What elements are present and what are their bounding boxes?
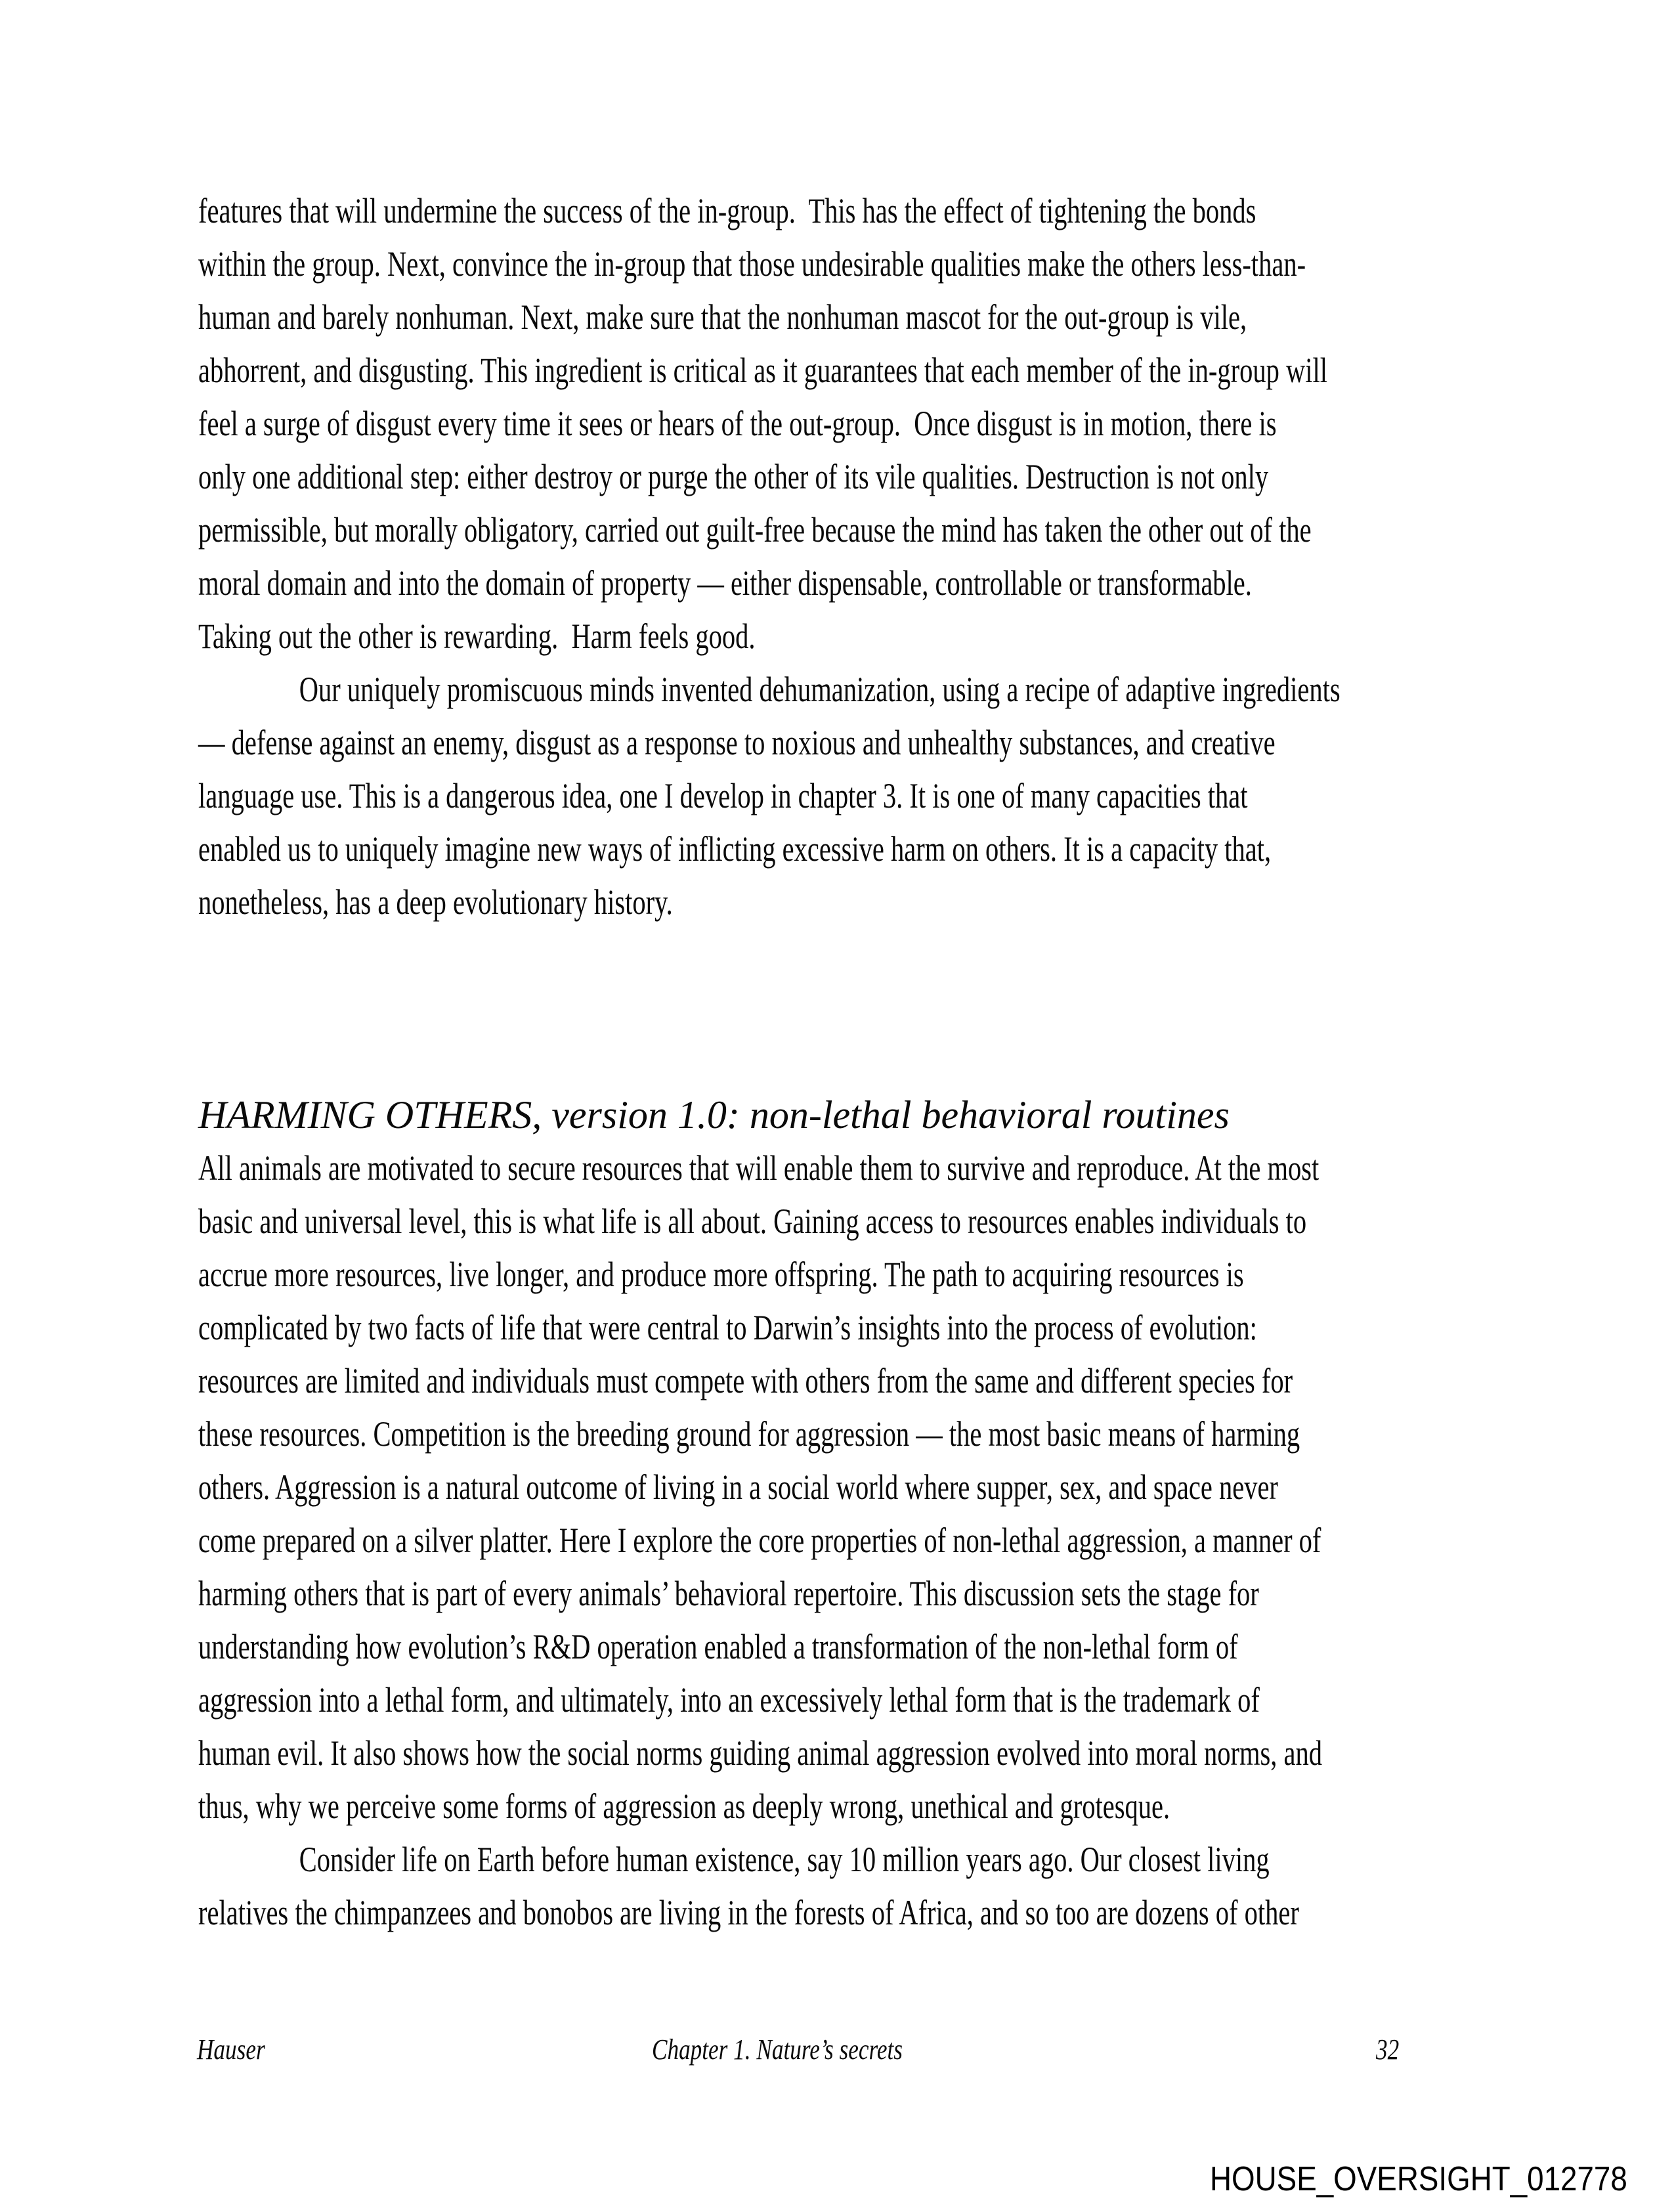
- footer-chapter-title: Chapter 1. Nature’s secrets: [652, 2033, 903, 2066]
- body-paragraph: [198, 184, 1341, 663]
- text-line: — defense against an enemy, disgust as a response to noxious and unhealthy substances, and creative: [198, 723, 1276, 762]
- body-paragraph: [198, 663, 1341, 929]
- footer-author: Hauser: [197, 2033, 265, 2066]
- text-line: understanding how evolution’s R&D operation enabled a transformation of the non-lethal form of: [198, 1627, 1238, 1666]
- text-line: accrue more resources, live longer, and produce more offspring. The path to acquiring resources is: [198, 1255, 1244, 1294]
- text-line: Consider life on Earth before human existence, say 10 million years ago. Our closest living: [299, 1840, 1270, 1879]
- text-line: human and barely nonhuman. Next, make sure that the nonhuman mascot for the out-group is vile,: [198, 297, 1247, 337]
- section-spacer: [198, 929, 1341, 1089]
- text-line: come prepared on a silver platter. Here I explore the core properties of non-lethal aggression, a manner of: [198, 1521, 1321, 1560]
- text-line: within the group. Next, convince the in-group that those undesirable qualities make the others less-than-: [198, 244, 1306, 284]
- text-line: thus, why we perceive some forms of aggression as deeply wrong, unethical and grotesque.: [198, 1787, 1170, 1826]
- text-line: language use. This is a dangerous idea, one I develop in chapter 3. It is one of many capacities that: [198, 776, 1248, 815]
- text-line: abhorrent, and disgusting. This ingredient is critical as it guarantees that each member of the in-group will: [198, 351, 1328, 390]
- body-paragraph: [198, 1142, 1341, 1833]
- text-line: only one additional step: either destroy or purge the other of its vile qualities. Destruction is not only: [198, 457, 1269, 496]
- footer-page-number: 32: [1376, 2033, 1400, 2066]
- text-line: All animals are motivated to secure resources that will enable them to survive and reproduce. At the most: [198, 1148, 1320, 1188]
- manuscript-text-block: [198, 184, 1341, 1940]
- text-line: Our uniquely promiscuous minds invented dehumanization, using a recipe of adaptive ingredients: [299, 670, 1341, 709]
- text-line: enabled us to uniquely imagine new ways of inflicting excessive harm on others. It is a capacity that,: [198, 829, 1272, 869]
- text-line: harming others that is part of every animals’ behavioral repertoire. This discussion sets the stage for: [198, 1574, 1259, 1613]
- text-line: aggression into a lethal form, and ultimately, into an excessively lethal form that is the trademark of: [198, 1680, 1260, 1720]
- text-line: feel a surge of disgust every time it sees or hears of the out-group. Once disgust is in motion, there is: [198, 404, 1277, 443]
- text-line: basic and universal level, this is what life is all about. Gaining access to resources enables individuals to: [198, 1202, 1307, 1241]
- text-line: permissible, but morally obligatory, carried out guilt-free because the mind has taken the other out of the: [198, 510, 1312, 550]
- bates-stamp: HOUSE_OVERSIGHT_012778: [1210, 2160, 1627, 2198]
- text-line: moral domain and into the domain of property — either dispensable, controllable or transformable.: [198, 563, 1252, 603]
- text-line: human evil. It also shows how the social norms guiding animal aggression evolved into moral norms, and: [198, 1733, 1322, 1773]
- text-line: complicated by two facts of life that were central to Darwin’s insights into the process of evolution:: [198, 1308, 1257, 1347]
- text-line: relatives the chimpanzees and bonobos are living in the forests of Africa, and so too are dozens of other: [198, 1893, 1299, 1932]
- body-paragraph: [198, 1833, 1341, 1940]
- text-line: these resources. Competition is the breeding ground for aggression — the most basic means of harming: [198, 1414, 1300, 1454]
- text-line: others. Aggression is a natural outcome of living in a social world where supper, sex, and space never: [198, 1467, 1278, 1507]
- text-line: nonetheless, has a deep evolutionary history.: [198, 882, 673, 922]
- text-line: Taking out the other is rewarding. Harm feels good.: [198, 617, 756, 656]
- section-heading: HARMING OTHERS, version 1.0: non-lethal behavioral routines: [198, 1093, 1230, 1137]
- text-line: features that will undermine the success of the in-group. This has the effect of tightening the bonds: [198, 191, 1256, 230]
- text-line: resources are limited and individuals must compete with others from the same and different species for: [198, 1361, 1293, 1400]
